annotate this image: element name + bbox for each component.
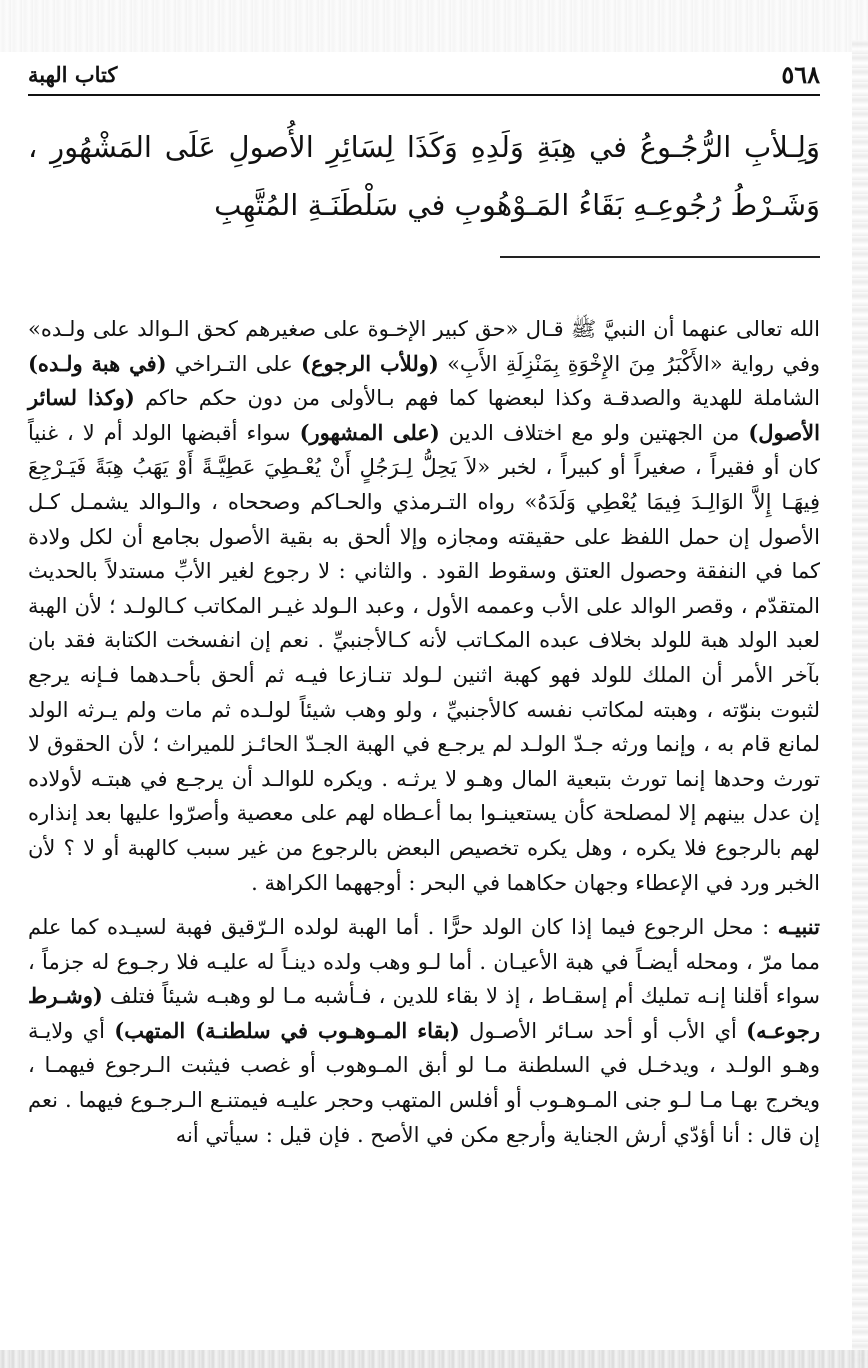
page-number: ٥٦٨ [781,60,820,89]
book-title: كتاب الهبة [28,62,118,87]
scan-noise-bottom [0,1350,868,1368]
commentary-paragraph-2: تنبيـه : محل الرجوع فيما إذا كان الولد حرًّا . أما الهبة لولده الـرّقيق فهبة لسيـده كما علم مما مرّ ، ومحله أيضـاً في هبة الأعيـان . أما لـو وهب ولده دينـاً له عليـه فلا رجـوع له جزماً ، سواء أقلنا إنـه تمليك أم إسقـاط ، إذ لا بقاء للدين ، فـأشبه مـا لو وهبـه شيئاً فتلف (وشـرط رجوعـه) أي الأب أو أحد سـائر الأصـول (بقاء المـوهـوب في سلطنـة) المتهب) أي ولايـة وهـو الولـد ، ويدخـل في السلطنة مـا لو أبق المـوهوب أو غصب فيثبت الـرجوع فيهمـا ، ويخرج بهـا مـا لـو جنى المـوهـوب أو أفلس المتهب وحجر عليـه فيمتنـع الـرجـوع فيهما . نعم إن قال : أنا أؤدّي أرش الجناية وأرجع مكن في الأصح . فإن قيل : سيأتي أنه [28,914,821,1147]
scan-noise-right [852,40,868,1368]
bold-quoted-matn: (وكذا لسائر الأصول) [28,385,820,445]
bold-quoted-matn: (بقاء المـوهـوب في سلطنـة) المتهب) [114,1017,460,1043]
page-header [28,58,820,96]
bold-quoted-matn: (في هبة ولـده) [28,350,167,376]
commentary [28,312,820,1152]
matn-text: وَلِـلأبِ الرُّجُـوعُ في هِبَةِ وَلَدِهِ وَكَذَا لِسَائِرِ الأُصولِ عَلَى المَشْهُورِ ، وَشَـرْطُ رُجُوعِـهِ بَقَاءُ المَـوْهُوبِ في سَلْطَنَـةِ المُتَّهِبِ [28,130,820,222]
bold-quoted-matn: (على المشهور) [299,419,440,445]
bold-quoted-matn: (وللأب الرجوع) [301,350,439,376]
bold-quoted-matn: (وشـرط رجوعـه) [28,983,821,1043]
commentary-paragraph-1: الله تعالى عنهما أن النبيَّ ﷺ قـال «حق كبير الإخـوة على صغيرهم كحق الـوالد على ولـده» وفي رواية «الأَكْبَرُ مِنَ الإِخْوَةِ بِمَنْزِلَةِ الأَبِ» (وللأب الرجوع) على التـراخي (في هبة ولـده) الشاملة للهدية والصدقـة وكذا لبعضها كما فهم بـالأولى من دون حكم حاكم (وكذا لسائر الأصول) من الجهتين ولو مع اختلاف الدين (على المشهور) سواء أقبضها الولد أم لا ، غنياً كان أو فقيراً ، صغيراً أو كبيراً ، لخبر «لاَ يَحِلُّ لِـرَجُلٍ أَنْ يُعْـطِيَ عَطِيَّـةً أَوْ يَهَبُ هِبَةً فَيَـرْجِعَ فِيهَـا إِلاَّ الوَالِـدَ فِيمَا يُعْطِي وَلَدَهُ» رواه التـرمذي والحـاكم وصححاه ، والـوالد يشمـل كـل الأصول إن حمل اللفظ على حقيقته ومجازه وإلا ألحق به بقية الأصول بجامع أن لكل ولادة كما في النفقة وحصول العتق وسقوط القود . والثاني : لا رجوع لغير الأبِّ مستدلاً بالحديث المتقدّم ، وقصر الوالد على الأب وعممه الأول ، وعبد الـولد غيـر المكاتب كـالولـد ؛ لأن الهبة لعبد الولد هبة للولد بخلاف عبده المكـاتب لأنه كـالأجنبيِّ . نعم إن انفسخت الكتابة فقد بان بآخر الأمر أن الملك للولد فهو كهبة اثنين لـولد تنـازعا فيـه ثم ألحق بأحـدهما فـإنه يرجع لثبوت بنوّته ، وهبته لمكاتب نفسه كالأجنبيِّ ، ولو وهب شيئاً لولـده ثم مات ولم يـرثه الولد لمانع قام به ، وإنما ورثه جـدّ الولـد لم يرجـع في الهبة الجـدّ الحائـز للميراث ؛ لأن الحقوق لا تورث وحدها إنما تورث بتبعية المال وهـو لا يرثـه . ويكره للوالـد أن يرجـع في هبتـه لأولاده إن عدل بينهم إلا لمصلحة كأن يستعينـوا بما أعـطاه لهم على معصية وأصرّوا عليها بعد إنذاره لهم بالرجوع فلا يكره ، وهل يكره تخصيص البعض بالرجوع من غير سبب كالهبة أو لا ؟ لأن الخبر ورد في الإعطاء وجهان حكاهما في البحر : أوجههما الكراهة . [28,317,821,895]
bold-quoted-matn: تنبيـه [777,914,820,940]
matn-separator-rule [500,256,820,258]
scan-noise-top [0,0,868,52]
